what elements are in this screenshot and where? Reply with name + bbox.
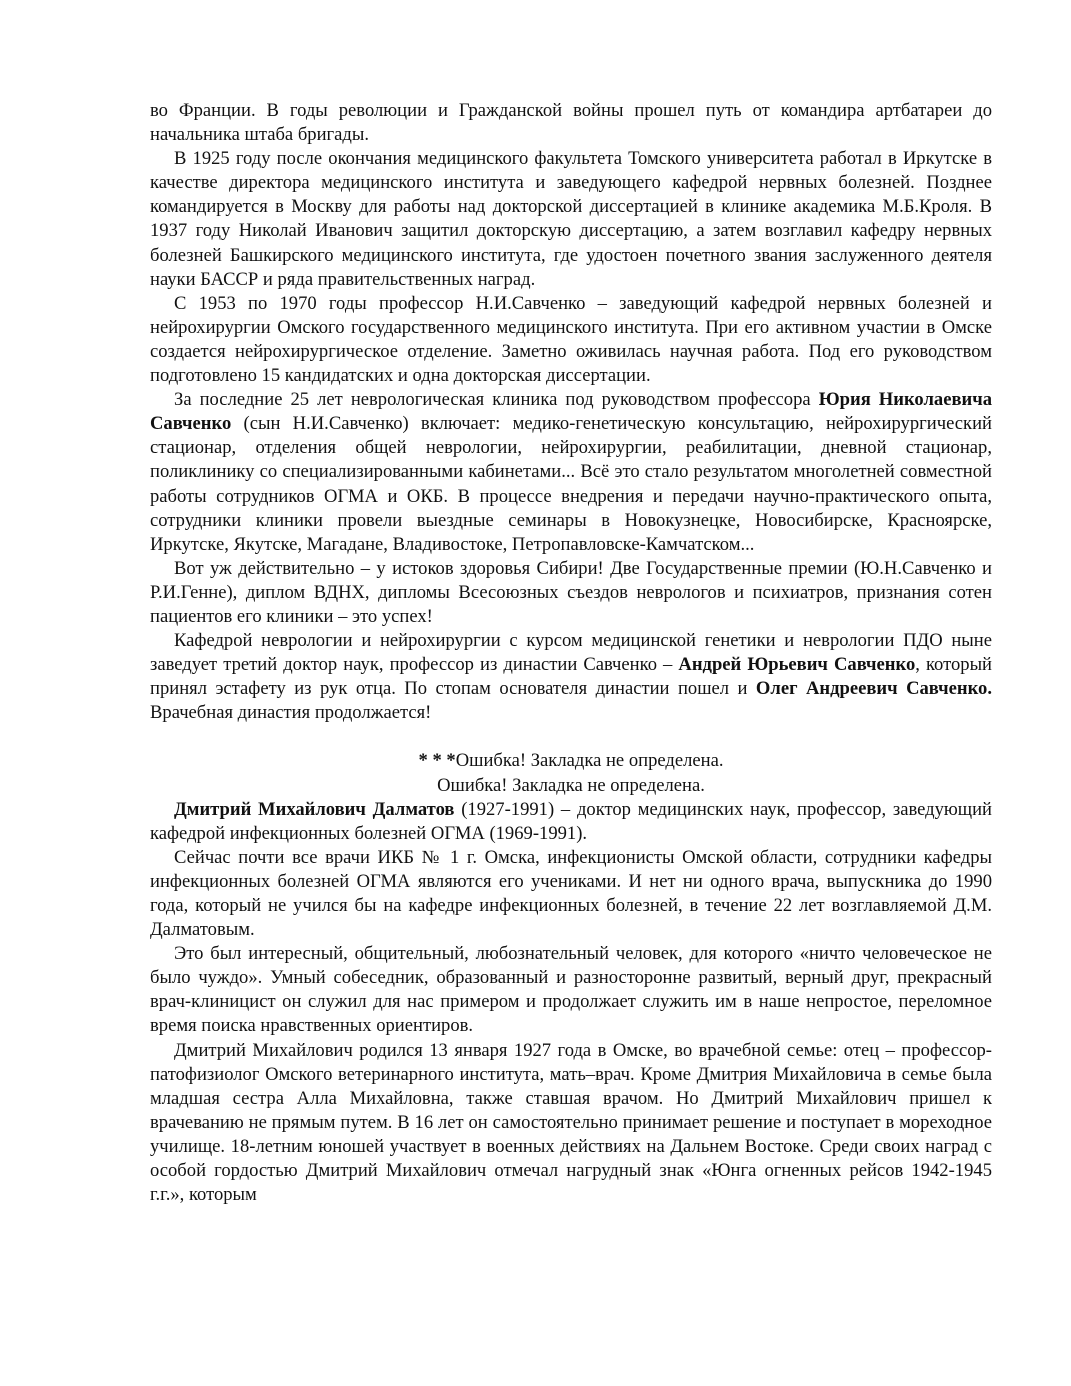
paragraph-6 — [150, 629, 992, 725]
document-page — [150, 99, 992, 1207]
paragraph-5: Вот уж действительно – у истоков здоровья Сибири! Две Государственные премии (Ю.Н.Савченко и Р.И.Генне), диплом ВДНХ, дипломы Всесоюзных съездов неврологов и психиатров, признания сотен пациентов его клиники – это успех! — [150, 557, 992, 627]
section-separator-line-1 — [150, 749, 992, 773]
paragraph-7-text: (1927-1991) – доктор медицинских наук, профессор, заведующий кафедрой инфекционных болезней ОГМА (1969-1991). — [150, 798, 993, 844]
section-gap — [150, 725, 992, 749]
paragraph-3: С 1953 по 1970 годы профессор Н.И.Савченко – заведующий кафедрой нервных болезней и нейрохирургии Омского государственного медицинского института. При его активном участии в Омске создается нейрохирургическое отделение. Заметно оживилась научная работа. Под его руководством подготовлено 15 кандидатских и одна докторская диссертации. — [150, 292, 992, 387]
person-name-yuri-savchenko: Юрия Николаевича Савченко — [150, 389, 993, 435]
person-name-oleg-savchenko: Олег Андреевич Савченко. — [755, 678, 992, 700]
section-asterisks: * * * — [418, 750, 456, 772]
paragraph-4-text-end: (сын Н.И.Савченко) включает: медико-генетическую консультацию, нейрохирургический стационар, отделения общей неврологии, нейрохирургии, реабилитации, дневной стационар, поликлинику со специализированными кабинетами... Всё это стало результатом многолетней совместной работы сотрудников ОГМА и ОКБ. В процессе внедрения и передачи научно-практического опыта, сотрудники клиники провели выездные семинары в Новокузнецке, Новосибирске, Красноярске, Иркутске, Якутске, Магадане, Владивостоке, Петропавловске-Камчатском... — [150, 413, 992, 555]
paragraph-2: В 1925 году после окончания медицинского факультета Томского университета работал в Иркутске в качестве директора медицинского института и заведующего кафедрой нервных болезней. Позднее командируется в Москву для работы над докторской диссертацией в клинике академика М.Б.Кроля. В 1937 году Николай Иванович защитил докторскую диссертацию, а затем возглавил кафедру нервных болезней Башкирского медицинского института, где удостоен почетного звания заслуженного деятеля науки БАССР и ряда правительственных наград. — [150, 148, 992, 290]
paragraph-9: Это был интересный, общительный, любознательный человек, для которого «ничто человеческое не было чуждо». Умный собеседник, образованный и разносторонне развитый, верный друг, прекрасный врач-клиницист он служил для нас примером и продолжает служить им в наше непростое, переломное время поиска нравственных ориентиров. — [150, 943, 992, 1037]
person-name-dmitry-dalmatov: Дмитрий Михайлович Далматов — [174, 798, 455, 820]
bookmark-error-1: Ошибка! Закладка не определена. — [455, 750, 724, 772]
paragraph-6-text-start: Кафедрой неврологии и нейрохирургии с курсом медицинской генетики и неврологии ПДО ныне заведует третий доктор наук, профессор из династии Савченко – — [150, 630, 992, 676]
paragraph-1: во Франции. В годы революции и Гражданской войны прошел путь от командира артбатареи до начальника штаба бригады. — [150, 100, 992, 146]
paragraph-6-text-end: Врачебная династия продолжается! — [150, 702, 432, 724]
paragraph-8: Сейчас почти все врачи ИКБ № 1 г. Омска, инфекционисты Омской области, сотрудники кафедры инфекционных болезней ОГМА являются его учениками. И нет ни одного врача, выпускника до 1990 года, который не учился бы на кафедре инфекционных болезней, в течение 22 лет возглавляемой Д.М. Далматовым. — [150, 846, 992, 941]
section-separator-line-2: Ошибка! Закладка не определена. — [437, 774, 705, 796]
paragraph-4-text-start: За последние 25 лет неврологическая клиника под руководством профессора — [174, 389, 819, 411]
person-name-andrei-savchenko: Андрей Юрьевич Савченко — [678, 654, 916, 676]
paragraph-7 — [150, 798, 992, 846]
paragraph-4 — [150, 388, 992, 557]
paragraph-6-text-middle: , который принял эстафету из рук отца. По стопам основателя династии пошел и — [150, 654, 993, 700]
paragraph-10: Дмитрий Михайлович родился 13 января 1927 года в Омске, во врачебной семье: отец – профессор-патофизиолог Омского ветеринарного института, мать–врач. Кроме Дмитрия Михайловича в семье была младшая сестра Алла Михайловна, также ставшая врачом. Но Дмитрий Михайлович пришел к врачеванию не прямым путем. В 16 лет он самостоятельно принимает решение и поступает в мореходное училище. 18-летним юношей участвует в военных действиях на Дальнем Востоке. Среди своих наград с особой гордостью Дмитрий Михайлович отмечал нагрудный знак «Юнга огненных рейсов 1942-1945 г.г.», которым — [150, 1039, 992, 1206]
